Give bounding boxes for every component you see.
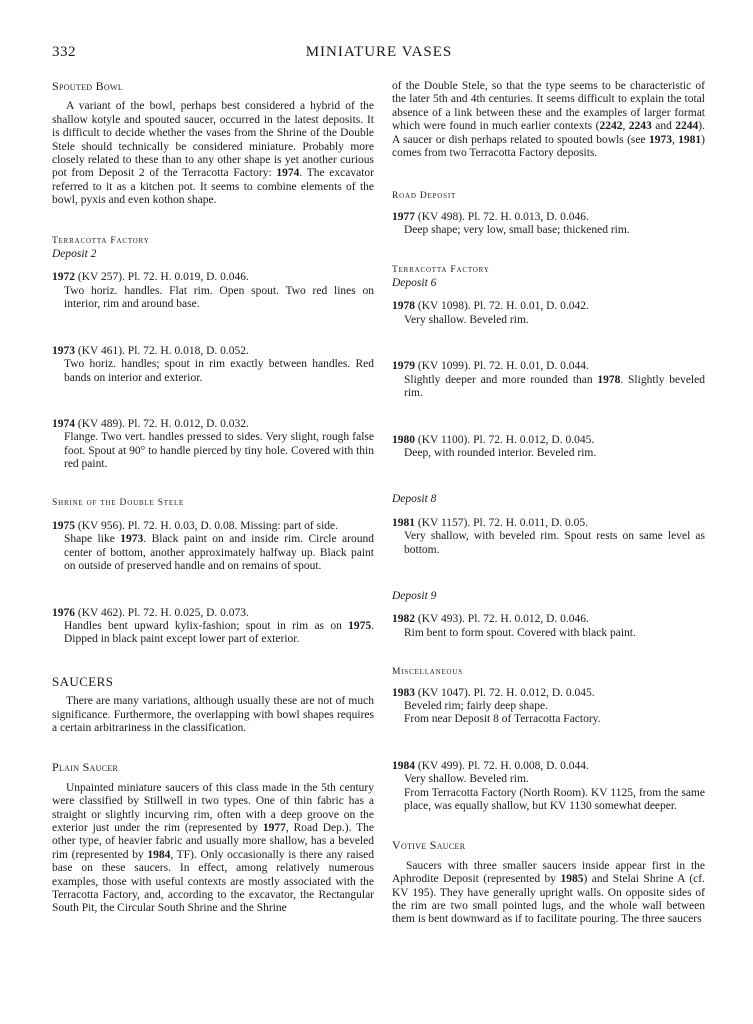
group-label-road-deposit: Road Deposit — [392, 191, 457, 202]
catalogue-entry-1976: 1976 (KV 462). Pl. 72. H. 0.025, D. 0.073. Handles bent upward kylix-fashion; spout in rim as on 1975. Dipped in black paint except lower part of exterior. — [52, 606, 374, 646]
group-label-terracotta-factory: Terracotta Factory — [52, 235, 150, 246]
section-title-votive-saucer: Votive Saucer — [392, 838, 466, 853]
deposit-label: Deposit 2 — [52, 248, 97, 261]
group-label-terracotta-factory: Terracotta Factory — [392, 264, 490, 275]
group-label-miscellaneous: Miscellaneous — [392, 667, 463, 678]
page-header — [52, 44, 706, 64]
saucers-intro: There are many variations, although usually these are not of much significance. Furthermore, the overlapping with bowl shapes requires a certain arbitrariness in the classification. — [52, 695, 374, 734]
catalogue-entry-1979: 1979 (KV 1099). Pl. 72. H. 0.01, D. 0.044. Slightly deeper and more rounded than 1978. Slightly beveled rim. — [392, 360, 705, 400]
catalogue-entry-1975: 1975 (KV 956). Pl. 72. H. 0.03, D. 0.08. Missing: part of side. Shape like 1973. Black paint on and inside rim. Circle around center of bottom, another approximately halfway up. Black paint on outside of preserved handle and on remains of spout. — [52, 519, 374, 573]
catalogue-entry-1983: 1983 (KV 1047). Pl. 72. H. 0.012, D. 0.045. Beveled rim; fairly deep shape. From near Deposit 8 of Terracotta Factory. — [392, 686, 601, 726]
catalogue-entry-1984: 1984 (KV 499). Pl. 72. H. 0.008, D. 0.044. Very shallow. Beveled rim. From Terracotta Factory (North Room). KV 1125, from the same place, was equally shallow, but KV 1130 somewhat deeper. — [392, 759, 705, 812]
deposit-label: Deposit 6 — [392, 277, 437, 290]
catalogue-entry-1973: 1973 (KV 461). Pl. 72. H. 0.018, D. 0.052. Two horiz. handles; spout in rim exactly between handles. Red bands on interior and exterior. — [52, 344, 374, 384]
plain-saucer-continuation: of the Double Stele, so that the type seems to be characteristic of the later 5th and 4th centuries. It seems difficult to explain the total absence of a link between these and the examples of larger format which were found in much earlier contexts (2242, 2243 and 2244). A saucer or dish perhaps related to spouted bowls (see 1973, 1981) comes from two Terracotta Factory deposits. — [392, 80, 705, 160]
catalogue-entry-1977: 1977 (KV 498). Pl. 72. H. 0.013, D. 0.046. Deep shape; very low, small base; thickened rim. — [392, 210, 630, 237]
running-head: MINIATURE VASES — [305, 44, 453, 60]
group-label-shrine-double-stele: Shrine of the Double Stele — [52, 497, 185, 508]
plain-saucer-intro: Unpainted miniature saucers of this class made in the 5th century were classified by Stillwell in two types. One of thin fabric has a straight or slightly incurving rim, often with a deep groove on the exterior just under the rim (represented by 1977, Road Dep.). The other type, of heavier fabric and usually more shallow, has a beveled rim (represented by 1984, TF). Only occasionally is there any raised base on these saucers. In effect, among relatively numerous examples, those with useful contexts are mostly associated with the Terracotta Factory, and, according to the excavator, the Rectangular South Pit, the Circular South Shrine and the Shrine — [52, 781, 374, 915]
section-title-saucers: SAUCERS — [52, 673, 114, 689]
page-number: 332 — [52, 44, 76, 60]
section-title-spouted-bowl: Spouted Bowl — [52, 79, 124, 93]
catalogue-entry-1980: 1980 (KV 1100). Pl. 72. H. 0.012, D. 0.045. Deep, with rounded interior. Beveled rim. — [392, 433, 597, 459]
catalogue-entry-1972: 1972 (KV 257). Pl. 72. H. 0.019, D. 0.046. Two horiz. handles. Flat rim. Open spout. Two red lines on interior, rim and around base. — [52, 271, 374, 311]
spouted-bowl-intro: A variant of the bowl, perhaps best considered a hybrid of the shallow kotyle and spouted saucer, occurred in the latest deposits. It is difficult to decide whether the vases from the Shrine of the Double Stele should technically be considered miniature. Probably more closely related to these than to any other shape is yet another curious pot from Deposit 2 of the Terracotta Factory: 1974. The excavator referred to it as a kitchen pot. It seems to combine elements of the bowl, pyxis and even kothon shape. — [52, 100, 374, 207]
votive-saucer-intro: Saucers with three smaller saucers inside appear first in the Aphrodite Deposit (represented by 1985) and Stelai Shrine A (cf. KV 195). They have generally upright walls. On opposite sides of the rim are two small pointed lugs, and the whole wall between them is bent downward as if to facilitate pouring. The three saucers — [392, 859, 705, 926]
catalogue-entry-1981: 1981 (KV 1157). Pl. 72. H. 0.011, D. 0.05. Very shallow, with beveled rim. Spout rests on same level as bottom. — [392, 516, 705, 556]
catalogue-entry-1978: 1978 (KV 1098). Pl. 72. H. 0.01, D. 0.042. Very shallow. Beveled rim. — [392, 300, 589, 326]
left-column — [52, 80, 374, 916]
right-column — [392, 80, 705, 927]
catalogue-entry-1974: 1974 (KV 489). Pl. 72. H. 0.012, D. 0.032. Flange. Two vert. handles pressed to sides. Very slight, rough false foot. Spout at 90° to handle pierced by tiny hole. Covered with thin red paint. — [52, 417, 374, 471]
deposit-label: Deposit 8 — [392, 493, 437, 506]
deposit-label: Deposit 9 — [392, 589, 437, 602]
section-title-plain-saucer: Plain Saucer — [52, 760, 119, 775]
catalogue-entry-1982: 1982 (KV 493). Pl. 72. H. 0.012, D. 0.046. Rim bent to form spout. Covered with black paint. — [392, 613, 636, 639]
